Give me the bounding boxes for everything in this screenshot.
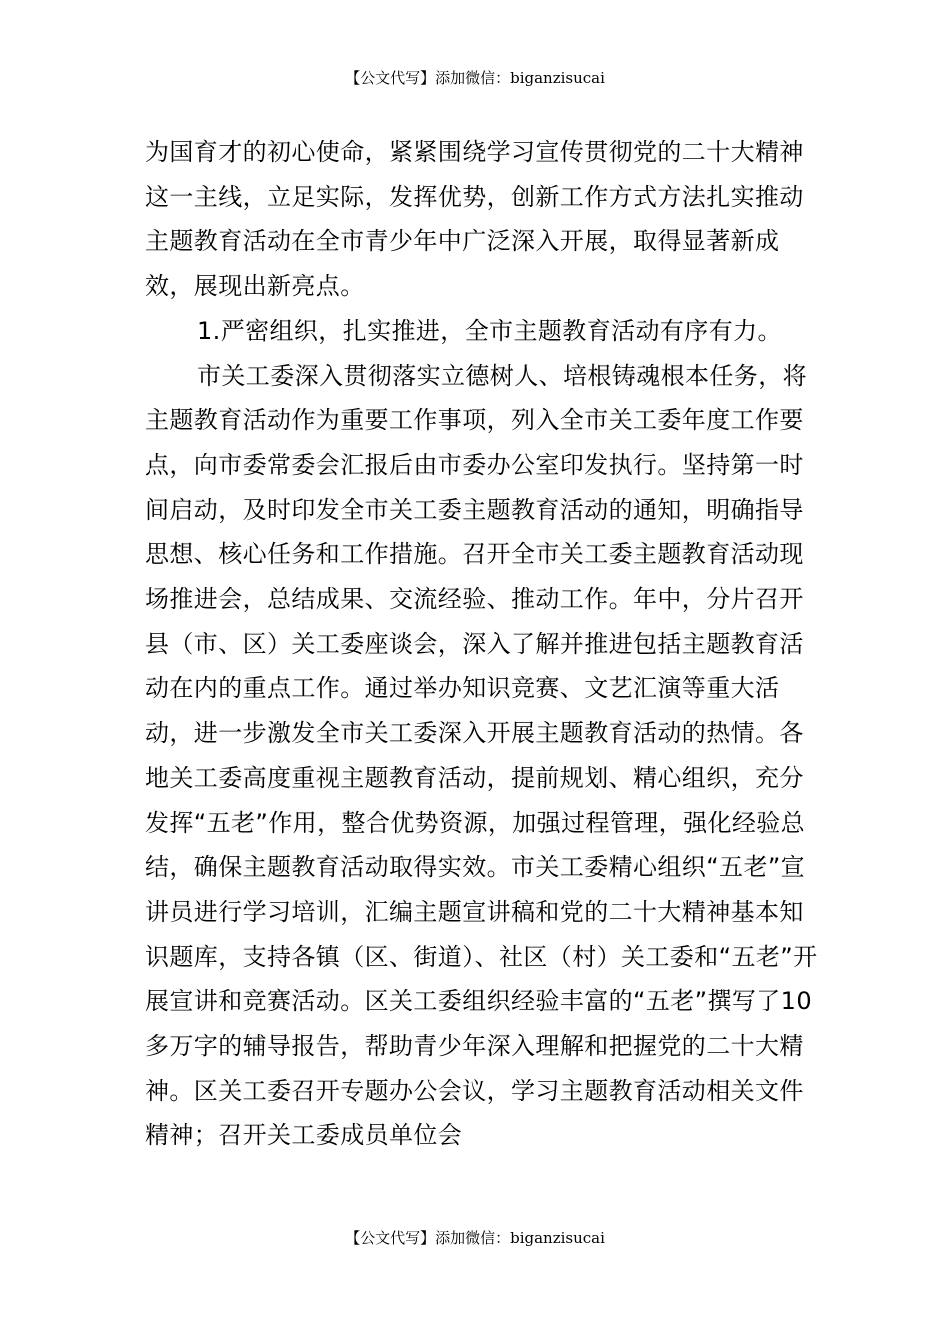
text-line: “五老”开展宣讲和竞赛活动。区关工委组织经验丰富的	[145, 942, 818, 1016]
text-line: 主题教育活动取得实效。市关工委精心组织“五老”宣讲	[145, 853, 806, 926]
text-line: 委深入开展主题教育活动的热情。各地关工委高度重视主	[145, 719, 804, 792]
text-line: 精神这一主线，立足实际，发挥优势，创新工作方式方法	[145, 138, 804, 211]
text-line: 将主题教育活动作为重要工作事项，列入全市关工委年度	[145, 361, 808, 435]
text-line: 为国育才的初心使命，紧紧围绕学习宣传贯彻党的二十大	[145, 138, 755, 166]
text-line: “五老”撰写了10多万字的辅导报告，帮助青少年深入理	[145, 987, 813, 1061]
page-footer: 【公文代写】添加微信：biganzisucai	[345, 1229, 605, 1247]
text-line: 员进行学习培训，汇编主题宣讲稿和党的二十大精神基本	[169, 897, 780, 926]
body-paragraph	[145, 354, 825, 1159]
document-body	[145, 130, 825, 1158]
body-paragraph	[145, 130, 825, 309]
text-line: 工委主题教育活动现场推进会，总结成果、交流经验、推	[145, 540, 804, 614]
text-line: 市关工委深入贯彻落实立德树人、培根铸魂根本任务，	[197, 361, 783, 390]
page-header: 【公文代写】添加微信：biganzisucai	[345, 69, 605, 87]
text-line: 用，整合优势资源，加强过程管理，强化经验总结，确保	[145, 808, 806, 882]
body-paragraph	[145, 309, 825, 354]
text-line: 工作要点，向市委常委会汇报后由市委办公室印发执行。	[145, 406, 804, 479]
text-line: 题教育活动，提前规划、精心组织，充分发挥“五老”作	[145, 763, 804, 837]
text-line: 坚持第一时间启动，及时印发全市关工委主题教育活动的	[145, 450, 804, 524]
text-line: 知识题库，支持各镇（区、街道）、社区（村）关工委和	[145, 897, 804, 971]
text-line: 入了解并推进包括主题教育活动在内的重点工作。通过举	[145, 629, 804, 703]
text-line: 通知，明确指导思想、核心任务和工作措施。召开全市关	[145, 495, 804, 569]
text-line: 扎实推动主题教育活动在全市青少年中广泛深入开展，取	[145, 182, 804, 256]
text-line: 得显著新成效，展现出新亮点。	[145, 227, 780, 301]
text-line: 办知识竞赛、文艺汇演等重大活动，进一步激发全市关工	[145, 674, 780, 748]
text-line: 学习主题教育活动相关文件精神；召开关工委成员单位会	[145, 1076, 804, 1150]
text-line: 解和把握党的二十大精神。区关工委召开专题办公会议，	[145, 1032, 804, 1105]
text-line: 动工作。年中，分片召开县（市、区）关工委座谈会，深	[145, 585, 804, 658]
text-line: 1.严密组织，扎实推进，全市主题教育活动有序有力。	[197, 316, 782, 345]
